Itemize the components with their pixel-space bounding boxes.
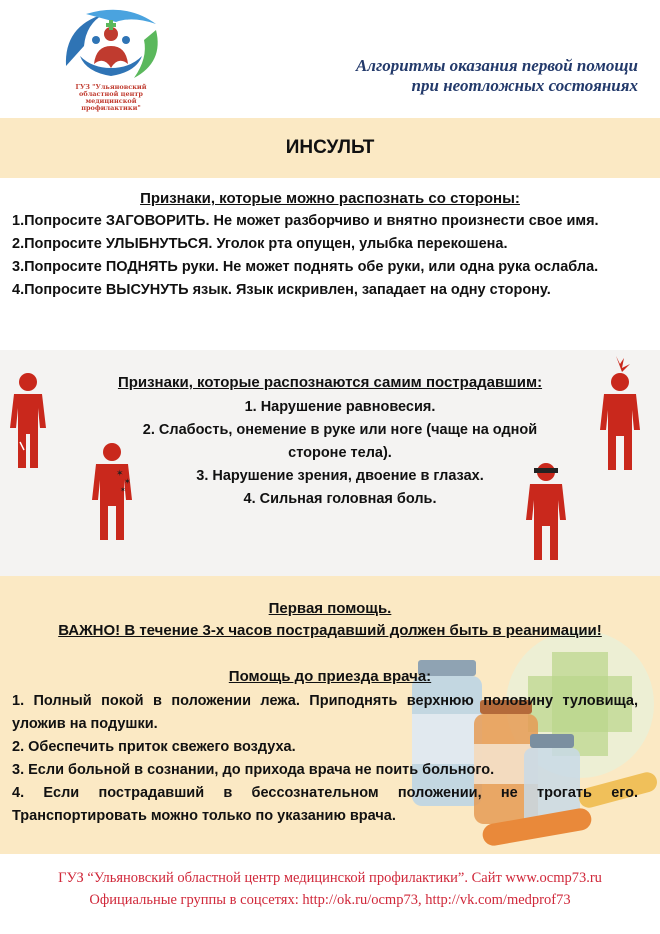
signs-victim-heading: Признаки, которые распознаются самим пострадавшим:: [117, 374, 543, 391]
footer-line1: ГУЗ “Ульяновский областной центр медицинской профилактики”. Сайт www.ocmp73.ru: [58, 870, 602, 886]
logo-text: ГУЗ "Ульяновский областной центр медицинской профилактики": [75, 83, 147, 112]
header: [0, 0, 660, 118]
header-title: [218, 56, 638, 96]
person-headache-icon: [596, 354, 646, 476]
important-notice: ВАЖНО! В течение 3-х часов пострадавший должен быть в реанимации!: [58, 622, 602, 639]
header-title-line2: при неотложных состояниях: [411, 76, 638, 95]
logo-emblem: [56, 6, 166, 86]
list-item: 3. Если больной в сознании, до прихода врача не поить больного.: [12, 762, 495, 778]
svg-text:✶: ✶: [124, 477, 131, 486]
signs-observer-list: [12, 210, 628, 302]
list-item: 4.Попросите ВЫСУНУТЬ язык. Язык искривлен, западает на одну сторону.: [12, 282, 551, 298]
list-item: 4. Если пострадавший в бессознательном положении, не трогать его. Транспортировать можно только по указанию врача.: [12, 785, 638, 824]
logo: [56, 6, 166, 110]
svg-text:✶: ✶: [116, 469, 124, 479]
list-item: 3.Попросите ПОДНЯТЬ руки. Не может поднять обе руки, или одна рука ослабла.: [12, 259, 599, 275]
list-item: 1. Полный покой в положении лежа. Приподнять верхнюю половину туловища, уложив на подушки.: [12, 693, 638, 732]
title-band: [0, 118, 660, 178]
before-doctor-heading: Помощь до приезда врача:: [228, 668, 432, 685]
person-imbalance-icon: [6, 372, 50, 474]
first-aid-section: [0, 576, 660, 854]
list-item: 3. Нарушение зрения, двоение в глазах.: [196, 468, 484, 484]
list-item: 1. Нарушение равновесия.: [244, 399, 436, 415]
person-numbness-icon: [86, 442, 138, 546]
signs-observer-heading: Признаки, которые можно распознать со стороны:: [140, 190, 520, 207]
signs-observer-section: [0, 178, 660, 350]
signs-victim-section: [0, 350, 660, 576]
first-aid-list: [12, 690, 638, 828]
list-item: 2. Слабость, онемение в руке или ноге (чаще на одной стороне тела).: [142, 422, 538, 461]
list-item: 2. Обеспечить приток свежего воздуха.: [12, 739, 296, 755]
header-title-line1: Алгоритмы оказания первой помощи: [355, 56, 638, 75]
page-title: ИНСУЛЬТ: [285, 137, 375, 158]
person-vision-icon: [520, 460, 572, 564]
footer: [0, 854, 660, 934]
footer-line2: Официальные группы в соцсетях: http://ok.ru/ocmp73, http://vk.com/medprof73: [89, 892, 571, 908]
svg-text:✶: ✶: [120, 486, 126, 494]
list-item: 4. Сильная головная боль.: [243, 491, 437, 507]
signs-victim-list: [120, 396, 560, 511]
first-aid-heading: Первая помощь.: [268, 600, 392, 617]
list-item: 1.Попросите ЗАГОВОРИТЬ. Не может разборчиво и внятно произнести свое имя.: [12, 213, 599, 229]
list-item: 2.Попросите УЛЫБНУТЬСЯ. Уголок рта опущен, улыбка перекошена.: [12, 236, 508, 252]
